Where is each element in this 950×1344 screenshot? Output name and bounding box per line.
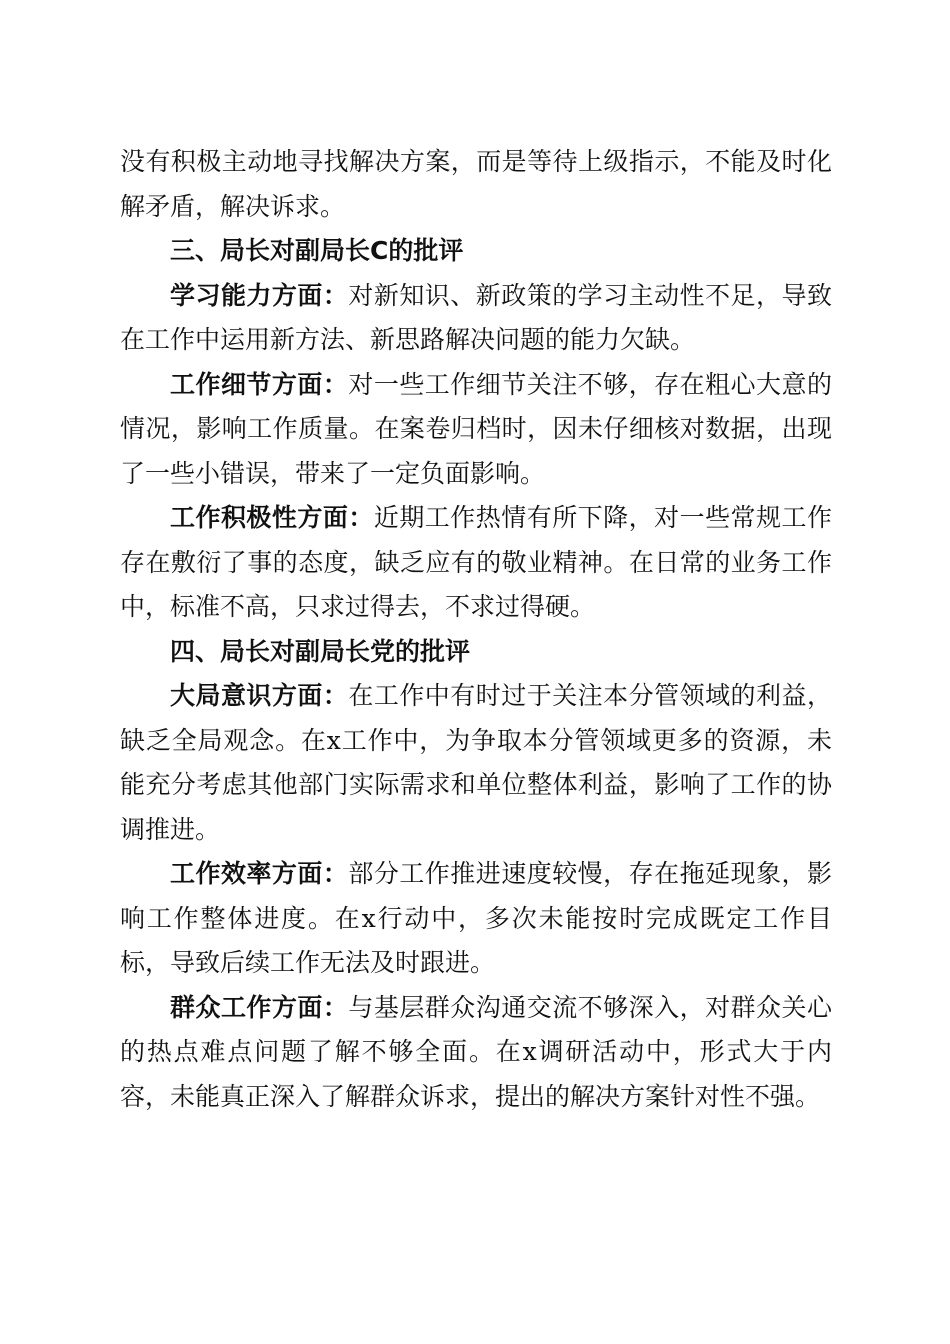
critique-item-overall — [120, 674, 832, 852]
item-lead: 工作效率方面： — [170, 859, 349, 888]
item-lead: 学习能力方面： — [170, 280, 349, 310]
item-body: 近期工作热情有所下降，对一些常规工作存在敷衍了事的态度，缺乏应有的敬业精神。在日常的业务工作中，标准不高，只求过得去，不求过得硬。 — [120, 503, 832, 621]
item-body: 部分工作推进速度较慢，存在拖延现象，影响工作整体进度。在x行动中，多次未能按时完成既定工作目标，导致后续工作无法及时跟进。 — [120, 859, 832, 977]
item-lead: 大局意识方面： — [170, 681, 349, 710]
critique-item-learning — [120, 274, 832, 363]
item-body: 与基层群众沟通交流不够深入，对群众关心的热点难点问题了解不够全面。在x调研活动中，形式大于内容，未能真正深入了解群众诉求，提出的解决方案针对性不强。 — [120, 992, 832, 1111]
item-body: 对一些工作细节关注不够，存在粗心大意的情况，影响工作质量。在案卷归档时，因未仔细核对数据，出现了一些小错误，带来了一定负面影响。 — [120, 369, 832, 488]
document-page — [120, 140, 832, 1119]
item-lead: 工作积极性方面： — [170, 503, 374, 532]
section-heading-3: 三、局长对副局长C的批评 — [170, 236, 464, 265]
item-body: 对新知识、新政策的学习主动性不足，导致在工作中运用新方法、新思路解决问题的能力欠缺。 — [120, 280, 832, 354]
critique-item-masses — [120, 986, 832, 1120]
item-body: 在工作中有时过于关注本分管领域的利益，缺乏全局观念。在x工作中，为争取本分管领域更多的资源，未能充分考虑其他部门实际需求和单位整体利益，影响了工作的协调推进。 — [120, 681, 832, 844]
critique-item-details — [120, 363, 832, 497]
section-heading-4: 四、局长对副局长党的批评 — [170, 636, 471, 666]
critique-item-efficiency — [120, 852, 832, 986]
paragraph-body: 没有积极主动地寻找解决方案，而是等待上级指示，不能及时化解矛盾，解决诉求。 — [120, 147, 832, 221]
item-lead: 工作细节方面： — [170, 369, 349, 399]
item-lead: 群众工作方面： — [170, 992, 349, 1022]
paragraph-continuation — [120, 140, 832, 229]
critique-item-enthusiasm — [120, 496, 832, 630]
